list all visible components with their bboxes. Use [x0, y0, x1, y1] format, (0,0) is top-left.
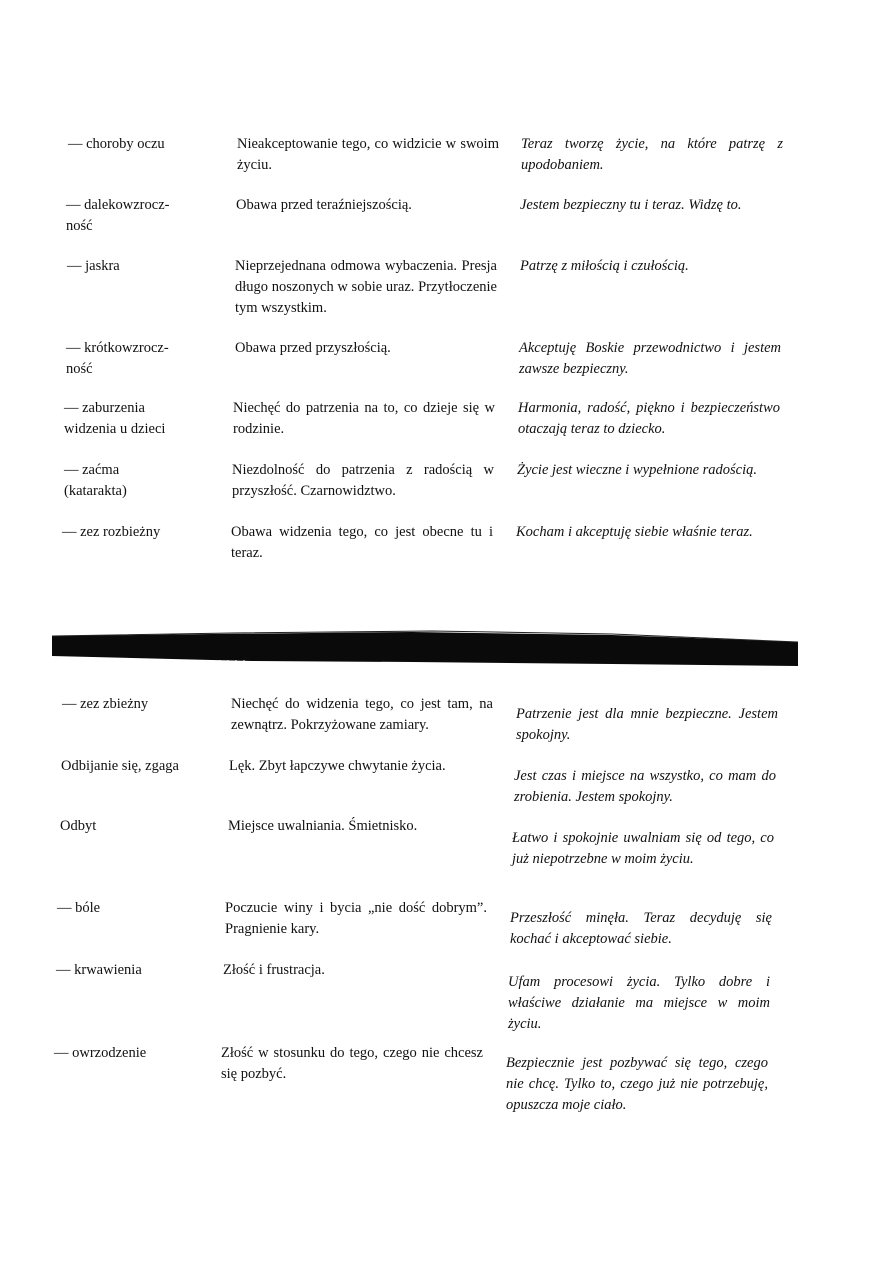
affirmation: Jest czas i miejsce na wszystko, co mam do zrobienia. Jestem spokojny. [514, 768, 776, 805]
term: — krwawienia [56, 962, 142, 978]
cause: Złość i frustracja. [223, 962, 325, 978]
term: — krótkowzrocz- ność [66, 340, 169, 377]
term: — zez zbieżny [62, 696, 149, 712]
affirmation: Patrzenie jest dla mnie bezpieczne. Jestem spokojny. [516, 706, 778, 743]
cause: Niechęć do patrzenia na to, co dzieje się w rodzinie. [233, 400, 495, 437]
term: — choroby oczu [68, 136, 165, 152]
cause: Niezdolność do patrzenia z radością w przyszłość. Czarnowidztwo. [232, 462, 494, 499]
scan-divider-band [52, 630, 798, 668]
affirmation: Przeszłość minęła. Teraz decyduję się kochać i akceptować siebie. [510, 910, 772, 947]
term: — owrzodzenie [54, 1045, 147, 1061]
term: — dalekowzrocz- ność [66, 197, 170, 234]
cause: Obawa widzenia tego, co jest obecne tu i teraz. [231, 524, 493, 561]
cause: Obawa przed teraźniejszością. [236, 197, 412, 213]
cause: Lęk. Zbyt łapczywe chwytanie życia. [229, 758, 446, 774]
term: Odbijanie się, zgaga [61, 758, 179, 774]
affirmation: Ufam procesowi życia. Tylko dobre i właściwe działanie ma miejsce w moim życiu. [508, 974, 770, 1032]
cause: Miejsce uwalniania. Śmietnisko. [228, 818, 418, 834]
term: — zaćma (katarakta) [64, 462, 127, 499]
affirmation: Harmonia, radość, piękno i bezpieczeństwo otaczają teraz to dziecko. [518, 400, 780, 437]
cause: Poczucie winy i bycia „nie dość dobrym”. Pragnienie kary. [225, 900, 487, 937]
term: — jaskra [67, 258, 120, 274]
affirmation: Kocham i akceptuję siebie właśnie teraz. [516, 524, 753, 540]
cause: Obawa przed przyszłością. [235, 340, 391, 356]
term: Odbyt [60, 818, 97, 834]
affirmation: Bezpiecznie jest pozbywać się tego, czego nie chcę. Tylko to, czego już nie potrzebuję, opuszcza moje ciało. [506, 1055, 768, 1113]
cause: Niechęć do widzenia tego, co jest tam, na zewnątrz. Pokrzyżowane zamiary. [231, 696, 493, 733]
term: — bóle [57, 900, 101, 916]
cause: Nieakceptowanie tego, co widzicie w swoim życiu. [237, 136, 499, 173]
affirmation: Łatwo i spokojnie uwalniam się od tego, co już niepotrzebne w moim życiu. [512, 830, 774, 867]
affirmation: Życie jest wieczne i wypełnione radością. [517, 462, 758, 478]
cause: Nieprzejednana odmowa wybaczenia. Presja długo noszonych w sobie uraz. Przytłoczenie tym wszystkim. [235, 258, 497, 316]
term: — zaburzenia widzenia u dzieci [64, 400, 166, 437]
affirmation: Akceptuję Boskie przewodnictwo i jestem zawsze bezpieczny. [519, 340, 781, 377]
affirmation: Patrzę z miłością i czułością. [520, 258, 689, 274]
cause: Złość w stosunku do tego, czego nie chcesz się pozbyć. [221, 1045, 483, 1082]
affirmation: Teraz tworzę życie, na które patrzę z upodobaniem. [521, 136, 783, 173]
affirmation: Jestem bezpieczny tu i teraz. Widzę to. [520, 197, 742, 213]
term: — zez rozbieżny [62, 524, 161, 540]
